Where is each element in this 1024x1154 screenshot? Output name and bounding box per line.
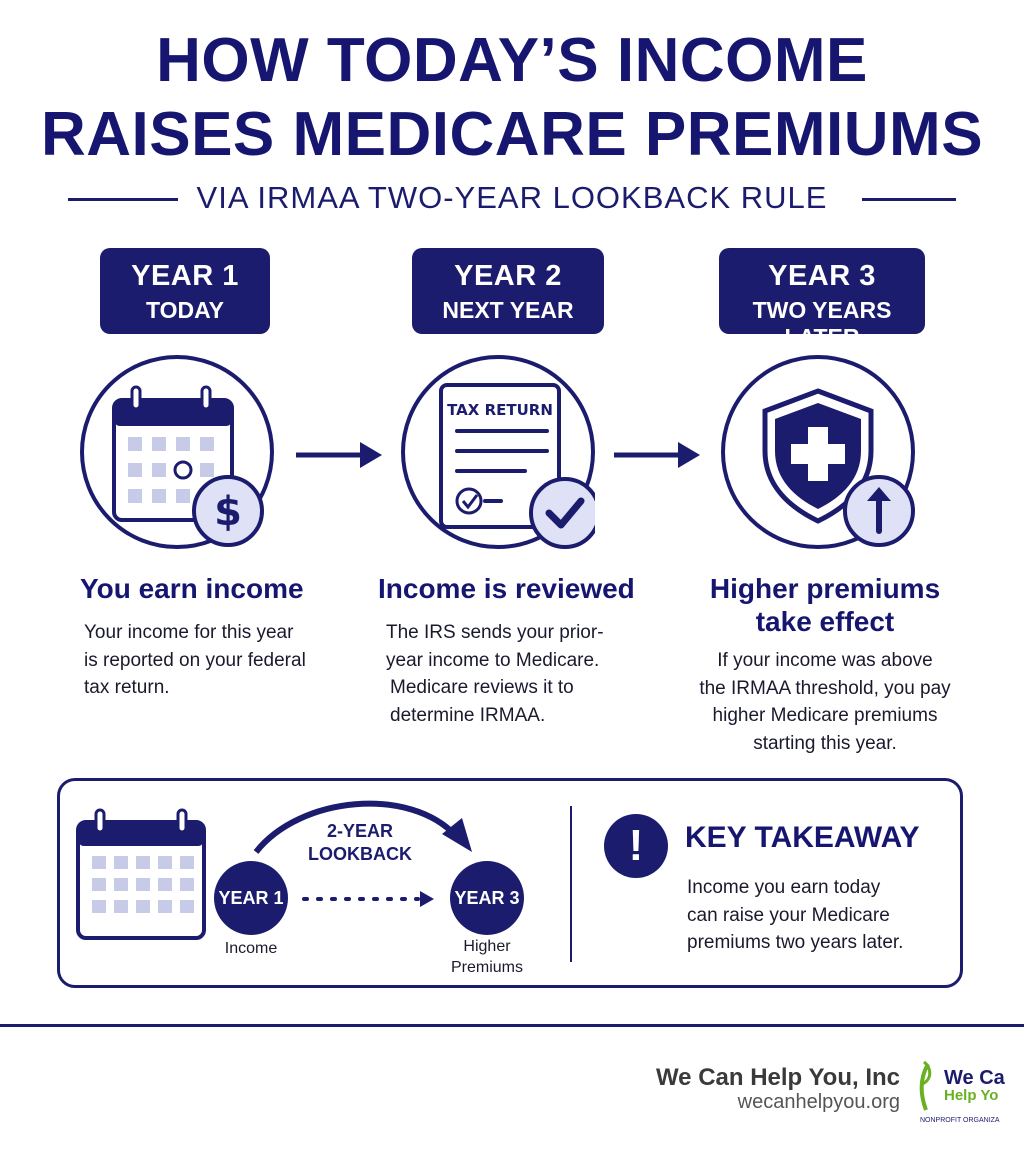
arrow-step-2-to-3 <box>614 438 700 472</box>
step-2-circle <box>401 355 595 549</box>
takeaway-divider <box>570 806 572 962</box>
step-2-body <box>386 619 646 729</box>
step-3-circle <box>721 355 915 549</box>
year-2-label: YEAR 2 <box>454 260 562 292</box>
step-1-body <box>84 619 344 702</box>
step-1-body-line: tax return. <box>84 677 170 699</box>
step-2-body-line: Medicare reviews it to <box>390 677 574 699</box>
svg-text:$: $ <box>214 489 242 535</box>
logo-line-2: Help Yo <box>944 1087 999 1104</box>
step-3-body-line: the IRMAA threshold, you pay <box>699 677 951 699</box>
year-2-when: NEXT YEAR <box>442 297 574 323</box>
logo-line-3: NONPROFIT ORGANIZA <box>920 1117 1000 1124</box>
takeaway-body-line: premiums two years later. <box>687 932 904 954</box>
tax-return-text: TAX RETURN <box>447 401 553 419</box>
step-1-heading: You earn income <box>80 573 304 604</box>
takeaway-body-line: Income you earn today <box>687 877 881 898</box>
subtitle-row <box>0 176 1024 222</box>
org-logo <box>918 1058 1024 1128</box>
footer-rule <box>0 1024 1024 1027</box>
step-2-body-line: The IRS sends your prior- <box>386 622 604 643</box>
lookback-label-line: LOOKBACK <box>308 843 412 864</box>
page-title-line-1: HOW TODAY’S INCOME <box>156 26 868 95</box>
year-1-dot: YEAR 1 <box>214 861 288 935</box>
year-3-badge <box>719 248 925 350</box>
step-3-heading-line: take effect <box>755 606 895 638</box>
shield-up-arrow-icon <box>721 355 915 549</box>
step-3-heading <box>690 572 960 638</box>
step-3-heading-line: Higher premiums <box>709 573 941 604</box>
calendar-icon <box>76 808 208 947</box>
step-1-body-line: Your income for this year <box>84 622 294 643</box>
lookback-label <box>300 820 420 865</box>
step-3-body-line: higher Medicare premiums <box>712 705 938 727</box>
subtitle-rule-right <box>862 198 956 201</box>
calendar-dollar-icon <box>80 355 274 549</box>
step-2-body-line: year income to Medicare. <box>386 649 600 671</box>
step-2-body-line: determine IRMAA. <box>390 704 546 726</box>
step-1-circle <box>80 355 274 549</box>
exclamation-icon: ! <box>604 814 668 878</box>
year-1-dot-label: Income <box>224 940 278 957</box>
takeaway-body-line: can raise your Medicare <box>687 904 890 926</box>
year-3-label: YEAR 3 <box>768 260 876 292</box>
year-3-when: TWO YEARS LATER <box>752 297 892 350</box>
year-3-dot-label-line: Higher <box>463 938 511 955</box>
arrow-step-1-to-2 <box>296 438 382 472</box>
org-url[interactable]: wecanhelpyou.org <box>737 1091 900 1113</box>
year-3-dot-label-line: Premiums <box>450 958 523 976</box>
step-1-body-line: is reported on your federal <box>84 649 306 671</box>
step-2-heading: Income is reviewed <box>378 573 635 604</box>
tax-return-check-icon <box>401 355 595 549</box>
year-3-dot: YEAR 3 <box>450 861 524 935</box>
year-1-badge <box>100 248 270 334</box>
dotted-arrow <box>300 888 436 915</box>
step-3-body <box>690 647 960 757</box>
org-name: We Can Help You, Inc <box>655 1064 900 1091</box>
step-3-body-line: starting this year. <box>753 732 897 754</box>
page-title-line-2: RAISES MEDICARE PREMIUMS <box>40 100 984 169</box>
year-1-when: TODAY <box>146 297 224 323</box>
year-3-dot-label <box>436 937 538 979</box>
year-1-label: YEAR 1 <box>131 260 239 292</box>
page-subtitle: VIA IRMAA TWO-YEAR LOOKBACK RULE <box>196 180 828 215</box>
logo-line-1: We Ca <box>944 1067 1005 1089</box>
step-3-body-line: If your income was above <box>717 650 933 671</box>
takeaway-title: KEY TAKEAWAY <box>685 821 920 854</box>
takeaway-body <box>687 874 947 957</box>
lookback-label-line: 2-YEAR <box>326 821 393 841</box>
year-2-badge <box>412 248 604 334</box>
